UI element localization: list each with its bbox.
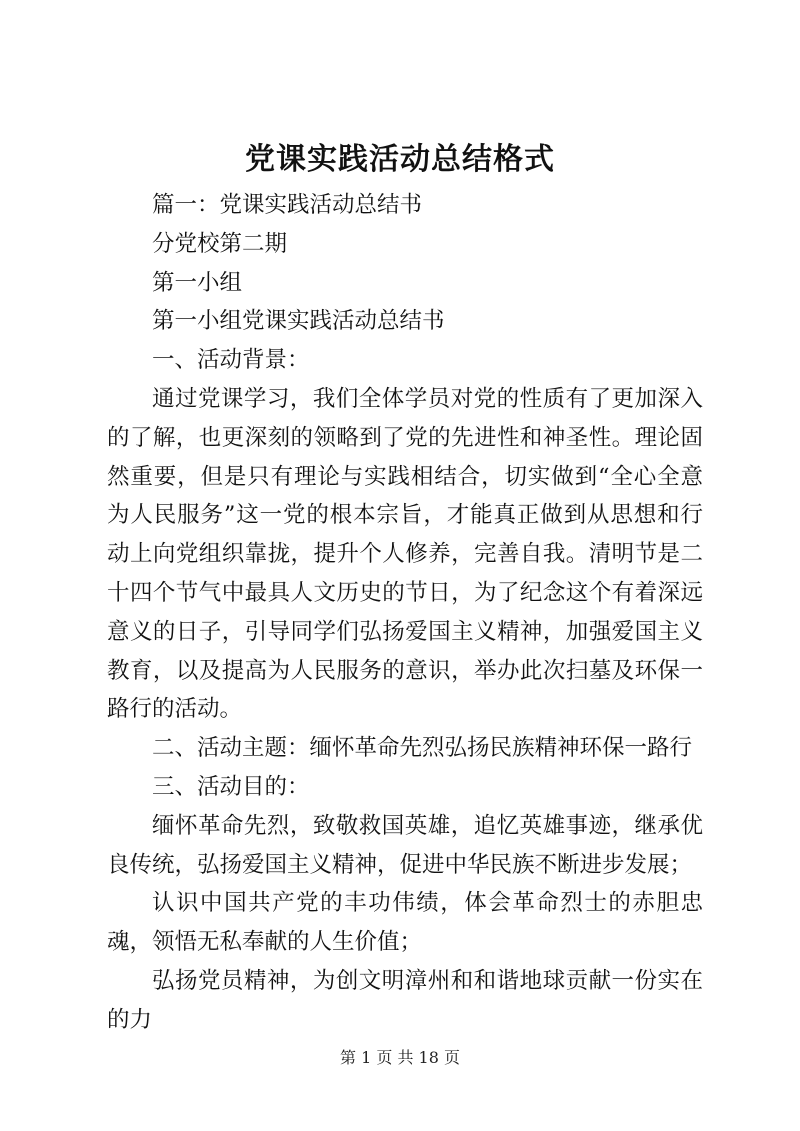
purpose-paragraph-3: 弘扬党员精神，为创文明漳州和和谐地球贡献一份实在的力 (107, 967, 703, 1033)
section-heading-chapter-one: 篇一：党课实践活动总结书 (152, 192, 423, 218)
section-heading-purpose: 三、活动目的： (152, 773, 310, 800)
page-footer: 第 1 页 共 18 页 (340, 1048, 460, 1067)
purpose-paragraph-2: 认识中国共产党的丰功伟绩，体会革命烈士的赤胆忠魂，领悟无私奉献的人生价值； (107, 890, 703, 956)
background-paragraph: 通过党课学习，我们全体学员对党的性质有了更加深入的了解，也更深刻的领略到了党的先进性和神圣性。理论固然重要，但是只有理论与实践相结合，切实做到“全心全意为人民服务”这一党的根本宗旨，才能真正做到从思想和行动上向党组织靠拢，提升个人修养，完善自我。清明节是二十四个节气中最具人文历史的节日，为了纪念这个有着深远意义的日子，引导同学们弘扬爱国主义精神，加强爱国主义教育，以及提高为人民服务的意识，举办此次扫墓及环保一路行的活动。 (107, 385, 703, 723)
group-line: 第一小组 (152, 269, 243, 296)
org-line: 分党校第二期 (152, 230, 288, 257)
section-heading-theme: 二、活动主题：缅怀革命先烈弘扬民族精神环保一路行 (152, 735, 693, 762)
section-heading-background: 一、活动背景： (152, 347, 310, 374)
purpose-paragraph-1: 缅怀革命先烈，致敬救国英雄，追忆英雄事迹，继承优良传统，弘扬爱国主义精神，促进中华民族不断进步发展； (107, 812, 703, 878)
document-body (107, 186, 703, 1040)
report-subtitle: 第一小组党课实践活动总结书 (152, 308, 445, 335)
document-title: 党课实践活动总结格式 (245, 142, 555, 177)
